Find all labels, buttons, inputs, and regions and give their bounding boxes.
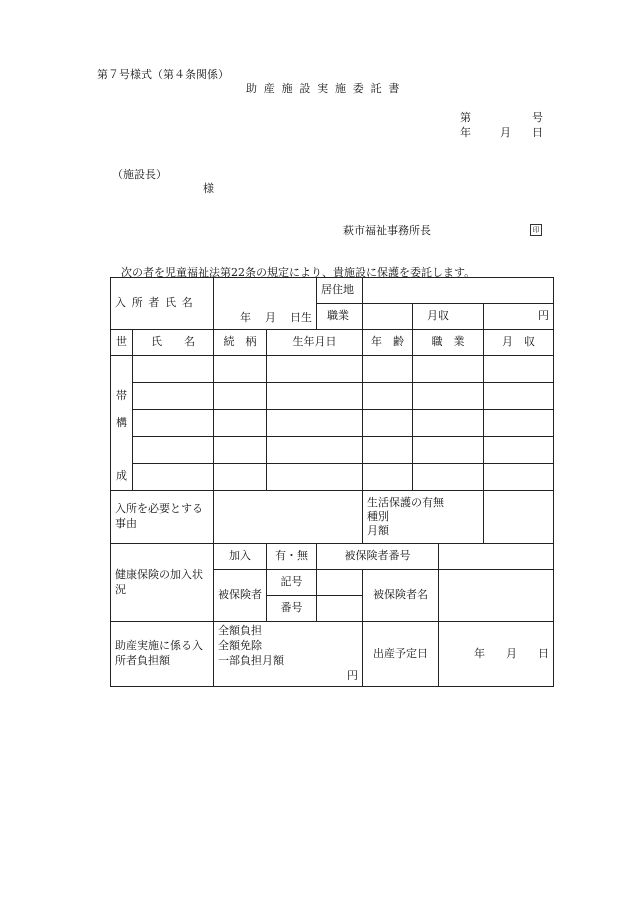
due-month: 月 (506, 646, 518, 660)
household-cell[interactable] (484, 437, 554, 464)
insured-number-label: 被保険者番号 (317, 544, 439, 570)
household-cell[interactable] (413, 437, 484, 464)
welfare-value[interactable] (484, 491, 554, 544)
household-side-2: 帯 (111, 383, 133, 410)
household-cell[interactable] (484, 410, 554, 437)
address-label: 居住地 (317, 278, 363, 304)
insurance-yes-no[interactable]: 有・無 (267, 544, 317, 570)
household-cell[interactable] (214, 410, 267, 437)
document-title: 助 産 施 設 実 施 委 託 書 (246, 82, 402, 95)
household-row (111, 437, 554, 464)
seal-mark (530, 222, 542, 236)
household-cell[interactable] (363, 464, 413, 491)
income-value[interactable] (484, 304, 554, 330)
address-value[interactable] (363, 278, 554, 304)
due-year: 年 (474, 646, 486, 660)
seal-icon: 印 (530, 224, 542, 236)
occupation-value[interactable] (363, 304, 413, 330)
household-cell[interactable] (267, 464, 363, 491)
household-cell[interactable] (214, 383, 267, 410)
household-cell[interactable] (133, 356, 214, 383)
insured-person-label: 被保険者 (214, 570, 267, 622)
insurance-symbol-value[interactable] (317, 570, 363, 596)
due-date-value[interactable] (439, 622, 554, 687)
household-header-relation: 続 柄 (214, 330, 267, 356)
household-cell[interactable] (484, 356, 554, 383)
birth-day: 日生 (290, 311, 313, 325)
birth-month: 月 (265, 311, 277, 325)
household-row (111, 464, 554, 491)
burden-yen: 円 (347, 668, 359, 682)
welfare-amount-label: 月額 (367, 524, 390, 538)
insured-name-label: 被保険者名 (363, 570, 439, 622)
burden-label: 助産実施に係る入所者負担額 (111, 622, 214, 687)
household-header-income: 月 収 (484, 330, 554, 356)
household-cell[interactable] (363, 410, 413, 437)
insurance-label: 健康保険の加入状況 (111, 544, 214, 622)
insured-number-value[interactable] (439, 544, 554, 570)
date-year: 年 (460, 126, 471, 139)
doc-no-prefix: 第 (460, 111, 471, 124)
form-number: 第７号様式（第４条関係） (97, 68, 229, 81)
household-cell[interactable] (267, 356, 363, 383)
household-header-birth: 生年月日 (267, 330, 363, 356)
burden-option-partial: 一部負担月額 (218, 653, 285, 667)
insurance-symbol-label: 記号 (267, 570, 317, 596)
recipient-honorific: 様 (203, 182, 214, 195)
household-header-name: 氏 名 (133, 330, 214, 356)
household-cell[interactable] (267, 437, 363, 464)
household-cell[interactable] (267, 410, 363, 437)
household-row (111, 356, 554, 383)
burden-option-full: 全額負担 (218, 624, 263, 637)
recipient-label: （施設長） (112, 168, 167, 181)
due-day: 日 (538, 646, 550, 660)
reason-value[interactable] (214, 491, 363, 544)
household-side-3: 構 (111, 410, 133, 437)
applicant-name-label: 入 所 者 氏 名 (111, 278, 214, 330)
entrustment-form (110, 277, 554, 687)
insurance-number-label: 番号 (267, 596, 317, 622)
household-header-job: 職 業 (413, 330, 484, 356)
insurance-joined-label: 加入 (214, 544, 267, 570)
insured-name-value[interactable] (439, 570, 554, 622)
household-side-blank (111, 356, 133, 383)
household-cell[interactable] (363, 383, 413, 410)
household-cell[interactable] (413, 464, 484, 491)
household-cell[interactable] (133, 383, 214, 410)
household-cell[interactable] (214, 356, 267, 383)
due-date-label: 出産予定日 (363, 622, 439, 687)
household-cell[interactable] (133, 437, 214, 464)
household-row (111, 410, 554, 437)
household-cell[interactable] (363, 437, 413, 464)
household-row (111, 383, 554, 410)
household-cell[interactable] (267, 383, 363, 410)
income-yen: 円 (538, 309, 550, 323)
reason-label: 入所を必要とする事由 (111, 491, 214, 544)
date-month: 月 (500, 126, 511, 139)
occupation-label: 職業 (317, 304, 363, 330)
insurance-number-value[interactable] (317, 596, 363, 622)
household-cell[interactable] (413, 356, 484, 383)
household-cell[interactable] (214, 437, 267, 464)
household-cell[interactable] (413, 383, 484, 410)
household-side-4: 成 (111, 464, 133, 491)
household-cell[interactable] (484, 383, 554, 410)
household-side-blank (111, 437, 133, 464)
intro-text: 次の者を児童福祉法第22条の規定により、貴施設に保護を委託します。 (121, 266, 476, 279)
applicant-birth-cell[interactable] (214, 278, 317, 330)
household-cell[interactable] (363, 356, 413, 383)
birth-year: 年 (240, 311, 252, 325)
household-cell[interactable] (413, 410, 484, 437)
household-cell[interactable] (214, 464, 267, 491)
date-day: 日 (532, 126, 543, 139)
burden-option-exempt: 全額免除 (218, 638, 263, 652)
household-side-1: 世 (111, 330, 133, 356)
household-header-age: 年 齢 (363, 330, 413, 356)
issuer-name: 萩市福祉事務所長 (343, 224, 431, 237)
doc-no-suffix: 号 (532, 111, 543, 124)
welfare-block (363, 491, 484, 544)
welfare-label: 生活保護の有無 (367, 495, 445, 509)
household-cell[interactable] (133, 464, 214, 491)
burden-options[interactable] (214, 622, 363, 687)
household-cell[interactable] (133, 410, 214, 437)
household-cell[interactable] (484, 464, 554, 491)
income-label: 月収 (413, 304, 484, 330)
welfare-type-label: 種別 (367, 509, 390, 523)
